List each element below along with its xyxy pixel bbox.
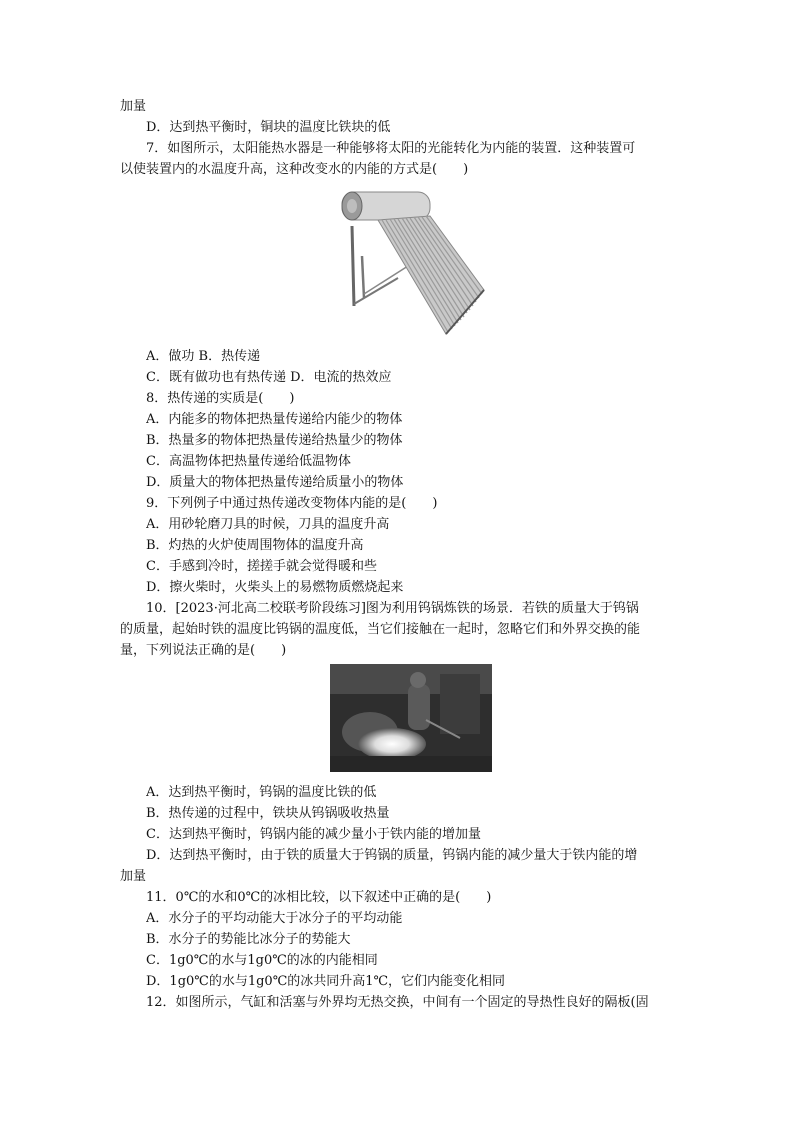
option-d-q6: D．达到热平衡时，铜块的温度比铁块的低 — [146, 120, 391, 135]
question-10-option-d-line-1: D．达到热平衡时，由于铁的质量大于钨锅的质量，钨锅内能的减少量大于铁内能的增 — [146, 848, 638, 863]
question-7-line-2: 以使装置内的水温度升高，这种改变水的内能的方式是( ) — [120, 162, 469, 177]
question-10-line-2: 的质量，起始时铁的温度比钨锅的温度低，当它们接触在一起时，忽略它们和外界交换的能 — [120, 622, 641, 637]
question-12-line-1: 12．如图所示，气缸和活塞与外界均无热交换，中间有一个固定的导热性良好的隔板(固 — [146, 995, 649, 1010]
question-8-option-d: D．质量大的物体把热量传递给质量小的物体 — [146, 475, 404, 490]
question-10-option-c: C．达到热平衡时，钨锅内能的减少量小于铁内能的增加量 — [146, 827, 481, 842]
question-8-option-b: B．热量多的物体把热量传递给热量少的物体 — [146, 433, 403, 448]
question-11-option-d: D．1g0℃的水与1g0℃的冰共同升高1℃，它们内能变化相同 — [146, 974, 506, 989]
question-9-stem: 9．下列例子中通过热传递改变物体内能的是( ) — [146, 496, 438, 511]
question-8-option-c: C．高温物体把热量传递给低温物体 — [146, 454, 351, 469]
question-8-option-a: A．内能多的物体把热量传递给内能少的物体 — [146, 412, 403, 427]
question-10-line-3: 量，下列说法正确的是( ) — [120, 643, 287, 658]
question-7-options-cd: C．既有做功也有热传递 D．电流的热效应 — [146, 370, 392, 385]
question-9-option-d: D．擦火柴时，火柴头上的易燃物质燃烧起来 — [146, 580, 404, 595]
question-10-option-b: B．热传递的过程中，铁块从钨锅吸收热量 — [146, 806, 390, 821]
question-7-line-1: 7．如图所示，太阳能热水器是一种能够将太阳的光能转化为内能的装置．这种装置可 — [146, 141, 636, 156]
question-9-option-b: B．灼热的火炉使周围物体的温度升高 — [146, 538, 364, 553]
text-line: 加量 — [120, 99, 147, 114]
question-10-option-d-line-2: 加量 — [120, 869, 147, 884]
tungsten-pot-smelting-photo — [330, 664, 492, 772]
question-11-option-b: B．水分子的势能比冰分子的势能大 — [146, 932, 351, 947]
question-8-stem: 8．热传递的实质是( ) — [146, 391, 295, 406]
question-10-option-a: A．达到热平衡时，钨锅的温度比铁的低 — [146, 785, 377, 800]
question-11-option-c: C．1g0℃的水与1g0℃的冰的内能相同 — [146, 953, 378, 968]
question-7-options-ab: A．做功 B．热传递 — [146, 349, 261, 364]
solar-water-heater-figure — [338, 186, 486, 336]
question-11-stem: 11．0℃的水和0℃的冰相比较，以下叙述中正确的是( ) — [146, 890, 492, 905]
question-11-option-a: A．水分子的平均动能大于冰分子的平均动能 — [146, 911, 403, 926]
question-9-option-a: A．用砂轮磨刀具的时候，刀具的温度升高 — [146, 517, 390, 532]
question-9-option-c: C．手感到冷时，搓搓手就会觉得暖和些 — [146, 559, 377, 574]
question-10-line-1: 10．[2023·河北高二校联考阶段练习]图为利用钨锅炼铁的场景．若铁的质量大于钨锅 — [146, 601, 639, 616]
